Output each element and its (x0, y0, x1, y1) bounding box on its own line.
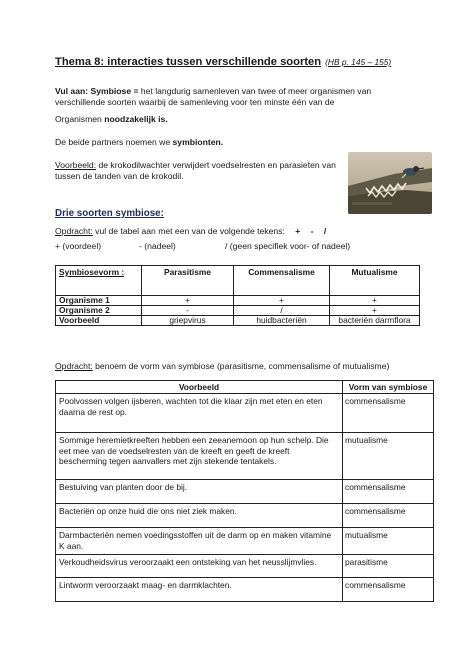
table-cell: griepvirus (142, 316, 234, 326)
voorbeeld-table (55, 380, 434, 602)
header-voorbeeld: Voorbeeld (56, 381, 343, 394)
answer-cell: commensalisme (343, 394, 434, 433)
crocodile-bird-photo (348, 152, 432, 214)
example-cell: Sommige heremietkreeften hebben een zeeanemoon op hun schelp. Die eet mee van de voedselresten van de kreeft en geeft de kreeft bescherming tegen aanvallers met zijn stekende tentakels. (56, 433, 343, 480)
sign-minus: - (310, 226, 314, 236)
title-text: Thema 8: interacties tussen verschillende soorten (55, 56, 322, 68)
legend-neutraal: / (geen specifiek voor- of nadeel) (225, 241, 351, 251)
answer-cell: mutualisme (343, 433, 434, 480)
table-row (56, 578, 434, 602)
example-cell: Lintworm veroorzaakt maag- en darmklachten. (56, 578, 343, 602)
answer-cell: parasitisme (343, 555, 434, 578)
header-symbiosevorm: Symbiosevorm : (56, 266, 142, 296)
table-cell: + (142, 296, 234, 306)
opdracht-2-text: benoem de vorm van symbiose (parasitisme, commensalisme of mutualisme) (95, 361, 390, 371)
opdracht-1-text: vul de tabel aan met een van de volgende tekens: (95, 226, 285, 236)
example-cell: Verkoudheidsvirus veroorzaakt een ontsteking van het neusslijmvlies. (56, 555, 343, 578)
definition-line-2-prefix: Organismen (55, 114, 102, 124)
definition-text: het langdurig samenleven van twee of meer organismen van verschillende soorten waarbij de samenleving voor ten minste één van de (55, 86, 372, 108)
table-row (56, 394, 434, 433)
opdracht-1 (55, 226, 326, 237)
answer-cell: commensalisme (343, 480, 434, 504)
table-row (56, 555, 434, 578)
opdracht-2-label: Opdracht: (55, 361, 93, 371)
answer-cell: commensalisme (343, 578, 434, 602)
table-row (56, 504, 434, 528)
opdracht-1-label: Opdracht: (55, 226, 93, 236)
example-sentence (55, 160, 340, 182)
partners-sentence (55, 137, 415, 148)
answer-cell: mutualisme (343, 528, 434, 555)
table-row (56, 316, 420, 326)
table-cell: + (330, 296, 420, 306)
legend-voordeel: + (voordeel) (55, 241, 102, 251)
header-parasitisme: Parasitisme (142, 266, 234, 296)
header-vorm: Vorm van symbiose (343, 381, 434, 394)
legend-nadeel: - (nadeel) (139, 241, 176, 251)
partners-prefix: De beide partners noemen we (55, 137, 171, 147)
section-heading: Drie soorten symbiose: (55, 208, 164, 219)
handbook-reference: (HB p. 145 – 155) (325, 57, 392, 67)
example-cell: Bacteriën op onze huid die ons niet ziek maken. (56, 504, 343, 528)
header-mutualisme: Mutualisme (330, 266, 420, 296)
table-row (56, 433, 434, 480)
definition-line-2-bold: noodzakelijk is. (104, 114, 168, 124)
header-commensalisme: Commensalisme (234, 266, 330, 296)
example-cell: Darmbacteriën nemen voedingsstoffen uit de darm op en maken vitamine K aan. (56, 528, 343, 555)
table-row (56, 528, 434, 555)
table-cell: bacteriën darmflora (330, 316, 420, 326)
symbiose-definition (55, 86, 415, 108)
table-header-row (56, 266, 420, 296)
table-cell: huidbacteriën (234, 316, 330, 326)
table-cell: / (234, 306, 330, 316)
row-label: Voorbeeld (56, 316, 142, 326)
sign-plus: + (295, 226, 301, 236)
table-cell: - (142, 306, 234, 316)
answer-cell: commensalisme (343, 504, 434, 528)
table-cell: + (234, 296, 330, 306)
table-row (56, 480, 434, 504)
voorbeeld-text: de krokodilwachter verwijdert voedselresten en parasieten van tussen de tanden van de krokodil. (55, 160, 336, 182)
row-label: Organisme 2 (56, 306, 142, 316)
example-cell: Poolvossen volgen ijsberen, wachten tot die klaar zijn met eten en eten daarna de rest op. (56, 394, 343, 433)
sign-slash: / (323, 226, 327, 236)
crocodile-bird-image (348, 152, 432, 214)
definition-line-2 (55, 114, 415, 125)
example-cell: Bestuiving van planten door de bij. (56, 480, 343, 504)
partners-term: symbionten. (172, 137, 224, 147)
table-row (56, 296, 420, 306)
symbiose-table (55, 265, 420, 326)
voorbeeld-label: Voorbeeld: (55, 160, 97, 170)
vul-aan-label: Vul aan: Symbiose = (55, 86, 139, 96)
sign-legend (55, 241, 350, 252)
table-row (56, 306, 420, 316)
opdracht-2 (55, 361, 389, 372)
page-title (55, 55, 391, 70)
row-label: Organisme 1 (56, 296, 142, 306)
table-cell: + (330, 306, 420, 316)
table-header-row (56, 381, 434, 394)
